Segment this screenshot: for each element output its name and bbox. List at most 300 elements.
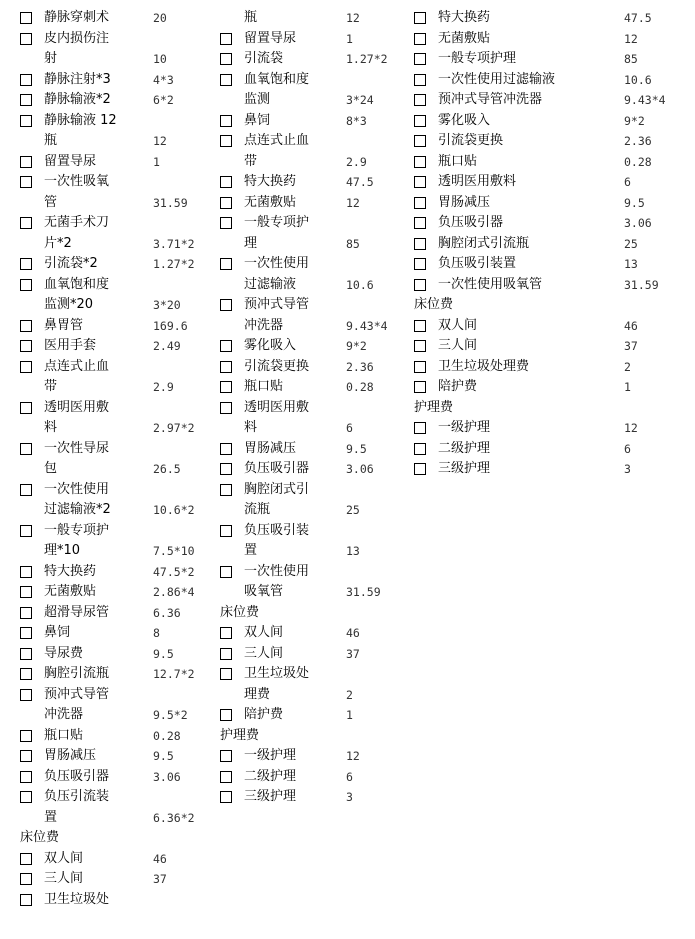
checkbox-icon[interactable]	[20, 484, 32, 496]
fee-item-name-line: 料	[244, 420, 258, 435]
fee-item-name-line: 引流袋*2	[44, 256, 98, 271]
checkbox-icon[interactable]	[414, 238, 426, 250]
checkbox-icon[interactable]	[414, 33, 426, 45]
fee-item-name	[244, 521, 324, 562]
fee-item-value: 26.5	[153, 462, 181, 476]
fee-item-row	[414, 418, 684, 439]
checkbox-icon[interactable]	[20, 156, 32, 168]
checkbox-icon[interactable]	[20, 750, 32, 762]
fee-item-name-line: 流瓶	[244, 502, 271, 517]
fee-item-name-line: 瓶口贴	[438, 153, 478, 169]
fee-item-name-line: 过滤输液*2	[44, 502, 111, 517]
fee-item-name	[44, 357, 152, 398]
fee-item-name-line: 超滑导尿管	[44, 604, 110, 620]
fee-item-value: 47.5	[624, 11, 652, 25]
fee-item-name	[438, 275, 618, 296]
fee-item-value: 2	[346, 687, 353, 702]
fee-item-name-line: 置	[44, 809, 58, 825]
fee-item-name-line: 留置导尿	[44, 153, 97, 169]
fee-item-row	[414, 439, 684, 460]
fee-item-name-line: 带	[244, 153, 258, 169]
section-heading: 护理费	[220, 727, 260, 743]
fee-item-name-line: 医用手套	[44, 338, 97, 353]
checkbox-icon[interactable]	[20, 586, 32, 598]
fee-item-name	[244, 377, 324, 398]
checkbox-icon[interactable]	[414, 463, 426, 475]
fee-item-value: 2.9	[153, 380, 174, 394]
fee-item-name-line: 一级护理	[244, 748, 297, 763]
fee-item-name-line: 料	[44, 420, 58, 435]
checkbox-icon[interactable]	[20, 730, 32, 742]
checkbox-icon[interactable]	[414, 176, 426, 188]
fee-item-row	[220, 562, 415, 603]
fee-item-name-line: 透明医用敷	[44, 399, 110, 415]
fee-item-row	[414, 254, 684, 275]
fee-item-name	[244, 439, 324, 460]
checkbox-icon[interactable]	[220, 33, 232, 45]
fee-item-name	[438, 131, 618, 152]
fee-item-name-line: 理	[244, 235, 258, 251]
fee-item-row	[20, 172, 220, 213]
fee-item-row	[414, 336, 684, 357]
fee-item-name	[244, 746, 324, 767]
fee-item-row	[20, 480, 220, 521]
checkbox-icon[interactable]	[414, 217, 426, 229]
fee-item-row	[414, 111, 684, 132]
fee-item-value: 6	[346, 769, 353, 784]
fee-item-value: 3.71*2	[153, 236, 195, 251]
fee-item-value: 9*2	[346, 339, 367, 353]
fee-item-name	[44, 90, 152, 111]
checkbox-icon[interactable]	[220, 115, 232, 127]
fee-item-row	[220, 746, 415, 767]
fee-item-value: 3.06	[346, 462, 374, 476]
fee-item-name-line: 静脉输液*2	[44, 92, 111, 107]
fee-item-row	[220, 398, 415, 439]
fee-item-value: 1	[153, 154, 160, 169]
checkbox-icon[interactable]	[220, 709, 232, 721]
fee-item-name-line: 导尿费	[44, 645, 84, 661]
checkbox-icon[interactable]	[414, 443, 426, 455]
fee-item-row	[20, 316, 220, 337]
checkbox-icon[interactable]	[220, 668, 232, 680]
fee-item-name-line: 双人间	[438, 317, 478, 333]
fee-item-value: 2.9	[346, 154, 367, 169]
fee-item-name-line: 血氧饱和度	[44, 276, 110, 292]
checkbox-icon[interactable]	[20, 94, 32, 106]
checkbox-icon[interactable]	[20, 217, 32, 229]
checkbox-icon[interactable]	[20, 115, 32, 127]
checkbox-icon[interactable]	[220, 299, 232, 311]
fee-item-row	[20, 603, 220, 624]
fee-item-row	[220, 623, 415, 644]
fee-item-row	[220, 336, 415, 357]
fee-item-row	[20, 275, 220, 316]
fee-item-value: 2	[624, 359, 631, 374]
fee-item-name-line: 监测*20	[44, 297, 94, 312]
fee-item-row	[414, 377, 684, 398]
fee-item-row	[414, 90, 684, 111]
fee-item-name-line: 负压吸引器	[44, 768, 110, 784]
fee-item-row	[414, 459, 684, 480]
checkbox-icon[interactable]	[20, 668, 32, 680]
fee-item-row	[20, 746, 220, 767]
fee-item-value: 9.43*4	[346, 318, 388, 333]
checkbox-icon[interactable]	[20, 33, 32, 45]
fee-item-row	[414, 172, 684, 193]
fee-item-name	[44, 787, 152, 828]
fee-item-name-line: 三级护理	[438, 461, 491, 476]
checkbox-icon[interactable]	[20, 894, 32, 906]
fee-item-row	[20, 582, 220, 603]
fee-item-name	[44, 439, 152, 480]
fee-item-name-line: 过滤输液	[244, 276, 297, 292]
checkbox-icon[interactable]	[220, 217, 232, 229]
checkbox-icon[interactable]	[414, 74, 426, 86]
checkbox-icon[interactable]	[20, 176, 32, 188]
fee-item-value: 25	[624, 236, 638, 251]
checkbox-icon[interactable]	[414, 381, 426, 393]
fee-item-row	[20, 439, 220, 480]
fee-item-row	[220, 172, 415, 193]
fee-item-name	[244, 295, 324, 336]
checkbox-icon[interactable]	[220, 361, 232, 373]
fee-item-name-line: 留置导尿	[244, 30, 297, 46]
fee-item-name-line: 鼻饲	[244, 112, 271, 128]
fee-item-row	[220, 377, 415, 398]
fee-item-name	[44, 152, 152, 173]
checkbox-icon[interactable]	[414, 258, 426, 270]
checkbox-icon[interactable]	[414, 361, 426, 373]
fee-item-value: 12	[153, 134, 167, 148]
checkbox-icon[interactable]	[220, 771, 232, 783]
fee-item-name-line: 卫生垃圾处	[44, 891, 110, 907]
fee-item-name	[44, 603, 152, 624]
fee-item-name-line: 预冲式导管冲洗器	[438, 92, 543, 107]
fee-item-value: 31.59	[624, 277, 659, 292]
fee-item-value: 0.28	[346, 380, 374, 394]
fee-item-value: 6	[624, 441, 631, 456]
fee-item-name-line: 胸腔闭式引	[244, 481, 310, 497]
fee-item-name	[44, 316, 152, 337]
fee-item-row	[414, 213, 684, 234]
fee-item-name-line: 带	[44, 379, 58, 394]
fee-item-name-line: 理*10	[44, 543, 81, 558]
fee-item-row	[20, 787, 220, 828]
fee-item-name	[44, 582, 152, 603]
fee-item-row	[20, 869, 220, 890]
fee-item-name-line: 一次性使用	[244, 563, 310, 579]
fee-item-value: 31.59	[153, 195, 188, 210]
checkbox-icon[interactable]	[220, 340, 232, 352]
fee-item-name	[438, 357, 618, 378]
fee-item-row	[220, 787, 415, 808]
fee-item-row	[220, 254, 415, 295]
fee-item-name-line: 片*2	[44, 235, 72, 251]
fee-item-row	[20, 685, 220, 726]
checkbox-icon[interactable]	[20, 74, 32, 86]
fee-item-row	[220, 193, 415, 214]
checkbox-icon[interactable]	[20, 258, 32, 270]
checkbox-icon[interactable]	[20, 279, 32, 291]
fee-item-name	[244, 254, 324, 295]
fee-item-name	[438, 336, 618, 357]
fee-item-row	[220, 459, 415, 480]
fee-item-name-line: 管	[44, 194, 58, 210]
fee-item-name	[244, 398, 324, 439]
fee-item-name-line: 雾化吸入	[438, 112, 491, 128]
fee-item-name-line: 瓶口贴	[44, 727, 84, 743]
fee-item-name	[438, 316, 618, 337]
checkbox-icon[interactable]	[220, 627, 232, 639]
checkbox-icon[interactable]	[220, 791, 232, 803]
fee-item-name	[438, 29, 618, 50]
checkbox-icon[interactable]	[220, 135, 232, 147]
fee-item-row	[414, 357, 684, 378]
fee-item-name	[44, 746, 152, 767]
fee-item-name	[244, 172, 324, 193]
checkbox-icon[interactable]	[414, 12, 426, 24]
checkbox-icon[interactable]	[20, 853, 32, 865]
fee-item-name-line: 预冲式导管	[44, 686, 110, 702]
fee-item-name-line: 一次性使用	[244, 256, 310, 271]
fee-item-name	[44, 849, 152, 870]
fee-item-name	[244, 49, 324, 70]
fee-item-name	[44, 521, 152, 562]
checkbox-icon[interactable]	[414, 53, 426, 65]
checkbox-icon[interactable]	[414, 94, 426, 106]
fee-item-name-line: 负压吸引器	[438, 215, 504, 230]
fee-item-value: 6*2	[153, 93, 174, 107]
fee-item-name	[44, 29, 152, 70]
fee-item-name	[44, 767, 152, 788]
fee-item-value: 9.5	[153, 749, 174, 763]
fee-item-row	[220, 357, 415, 378]
fee-item-name	[44, 70, 152, 91]
fee-item-row	[414, 29, 684, 50]
fee-item-value: 12	[346, 749, 360, 763]
fee-item-value: 4*3	[153, 72, 174, 87]
fee-item-name	[438, 90, 618, 111]
fee-item-name	[44, 726, 152, 747]
checkbox-icon[interactable]	[220, 53, 232, 65]
fee-item-value: 47.5	[346, 175, 374, 189]
fee-item-name-line: 皮内损伤注	[44, 30, 110, 46]
fee-item-value: 12.7*2	[153, 667, 195, 681]
fee-item-value: 31.59	[346, 585, 381, 599]
fee-item-name	[244, 193, 324, 214]
fee-item-name-line: 胸腔闭式引流瓶	[438, 235, 530, 251]
fee-item-value: 1.27*2	[153, 257, 195, 271]
fee-item-name	[44, 111, 152, 152]
fee-item-name	[44, 685, 152, 726]
fee-item-name	[44, 336, 152, 357]
checkbox-icon[interactable]	[414, 197, 426, 209]
fee-item-name-line: 陪护费	[244, 707, 284, 722]
checkbox-icon[interactable]	[414, 340, 426, 352]
fee-item-value: 2.49	[153, 339, 181, 353]
fee-item-name-line: 特大换药	[44, 563, 97, 579]
fee-item-value: 12	[624, 421, 638, 435]
checkbox-icon[interactable]	[20, 771, 32, 783]
fee-item-name	[438, 111, 618, 132]
fee-item-name	[44, 213, 152, 254]
checkbox-icon[interactable]	[20, 443, 32, 455]
fee-item-value: 46	[624, 318, 638, 333]
checkbox-icon[interactable]	[20, 689, 32, 701]
checkbox-icon[interactable]	[220, 176, 232, 188]
fee-item-value: 9*2	[624, 113, 645, 128]
fee-item-name	[44, 869, 152, 890]
section-heading: 床位费	[220, 604, 260, 620]
fee-item-name-line: 鼻胃管	[44, 317, 84, 333]
fee-item-name-line: 冲洗器	[44, 707, 84, 722]
checkbox-icon[interactable]	[20, 361, 32, 373]
fee-item-value: 9.5*2	[153, 708, 188, 722]
fee-item-value: 6.36	[153, 605, 181, 620]
fee-item-name-line: 负压引流装	[44, 789, 110, 804]
fee-item-name-line: 负压吸引器	[244, 461, 310, 476]
fee-item-name-line: 吸氧管	[244, 584, 284, 599]
checkbox-icon[interactable]	[20, 607, 32, 619]
fee-item-name-line: 陪护费	[438, 379, 478, 394]
fee-item-name-line: 一次性导尿	[44, 440, 110, 456]
fee-item-value: 7.5*10	[153, 544, 195, 558]
fee-item-name	[244, 459, 324, 480]
checkbox-icon[interactable]	[220, 381, 232, 393]
checkbox-icon[interactable]	[20, 873, 32, 885]
fee-item-value: 9.5	[153, 646, 174, 661]
checkbox-icon[interactable]	[220, 443, 232, 455]
checkbox-icon[interactable]	[220, 750, 232, 762]
fee-item-name-line: 一次性吸氧	[44, 174, 110, 189]
checkbox-icon[interactable]	[220, 484, 232, 496]
fee-item-name	[44, 664, 152, 685]
fee-item-value: 1	[624, 380, 631, 394]
checkbox-icon[interactable]	[414, 115, 426, 127]
fee-item-row	[220, 131, 415, 172]
fee-item-name-line: 一次性使用	[44, 481, 110, 497]
fee-item-row	[220, 295, 415, 336]
fee-item-name-line: 负压吸引装置	[438, 256, 517, 271]
checkbox-icon[interactable]	[20, 525, 32, 537]
fee-item-value: 10	[153, 52, 167, 66]
fee-item-value: 20	[153, 11, 167, 25]
checkbox-icon[interactable]	[20, 566, 32, 578]
checkbox-icon[interactable]	[20, 320, 32, 332]
fee-item-name	[44, 480, 152, 521]
fee-item-row	[220, 439, 415, 460]
fee-item-name-line: 瓶	[244, 10, 258, 25]
checkbox-icon[interactable]	[220, 402, 232, 414]
checkbox-icon[interactable]	[220, 197, 232, 209]
fee-item-value: 9.5	[624, 195, 645, 210]
fee-item-value: 1.27*2	[346, 52, 388, 66]
fee-item-name-line: 透明医用敷料	[438, 174, 517, 189]
checkbox-icon[interactable]	[20, 627, 32, 639]
fee-item-name	[438, 418, 618, 439]
fee-item-row	[20, 726, 220, 747]
fee-item-row	[414, 49, 684, 70]
fee-item-name	[244, 213, 324, 254]
fee-item-row	[20, 111, 220, 152]
fee-item-name-line: 静脉穿刺术	[44, 10, 110, 25]
fee-item-row	[20, 213, 220, 254]
fee-item-row	[20, 254, 220, 275]
fee-item-value: 12	[346, 195, 360, 210]
fee-item-name	[244, 480, 324, 521]
checkbox-icon[interactable]	[220, 258, 232, 270]
section-heading: 床位费	[20, 830, 60, 845]
fee-item-name-line: 射	[44, 51, 58, 66]
checkbox-icon[interactable]	[20, 791, 32, 803]
fee-item-name	[244, 787, 324, 808]
section-heading: 床位费	[414, 297, 454, 312]
fee-item-row	[414, 8, 684, 29]
fee-item-name	[244, 70, 324, 111]
fee-item-value: 13	[624, 257, 638, 271]
checkbox-icon[interactable]	[220, 648, 232, 660]
fee-item-value: 3*24	[346, 93, 374, 107]
checkbox-icon[interactable]	[20, 340, 32, 352]
fee-item-name	[244, 111, 324, 132]
checkbox-icon[interactable]	[20, 648, 32, 660]
checkbox-icon[interactable]	[220, 566, 232, 578]
fee-item-name	[438, 172, 618, 193]
fee-item-name-line: 引流袋更换	[244, 358, 310, 374]
fee-item-row	[220, 29, 415, 50]
checkbox-icon[interactable]	[414, 156, 426, 168]
fee-item-name-line: 特大换药	[244, 174, 297, 189]
column-2	[220, 8, 415, 808]
checkbox-icon[interactable]	[220, 463, 232, 475]
fee-item-name-line: 一般专项护	[44, 522, 110, 538]
fee-item-value: 9.5	[346, 441, 367, 456]
checkbox-icon[interactable]	[414, 135, 426, 147]
checkbox-icon[interactable]	[414, 422, 426, 434]
fee-item-value: 3*20	[153, 298, 181, 312]
fee-item-name	[438, 234, 618, 255]
fee-item-value: 169.6	[153, 318, 188, 333]
fee-item-value: 3.06	[624, 216, 652, 230]
fee-item-value: 2.36	[624, 134, 652, 148]
checkbox-icon[interactable]	[220, 525, 232, 537]
fee-item-value: 0.28	[624, 154, 652, 169]
fee-item-value: 3	[624, 462, 631, 476]
fee-item-name	[44, 398, 152, 439]
fee-item-name-line: 静脉输液 12	[44, 112, 117, 128]
fee-item-name	[244, 131, 324, 172]
checkbox-icon[interactable]	[220, 74, 232, 86]
fee-item-name-line: 卫生垃圾处理费	[438, 358, 530, 374]
fee-item-value: 6	[346, 421, 353, 435]
fee-item-name-line: 鼻饲	[44, 625, 71, 640]
fee-item-value: 1	[346, 31, 353, 46]
fee-item-name	[44, 254, 152, 275]
fee-item-value: 2.36	[346, 359, 374, 374]
fee-item-row	[20, 8, 220, 29]
checkbox-icon[interactable]	[414, 279, 426, 291]
fee-item-name	[44, 562, 152, 583]
column-3	[414, 8, 684, 480]
fee-item-name	[44, 172, 152, 213]
checkbox-icon[interactable]	[414, 320, 426, 332]
fee-item-name	[438, 459, 618, 480]
checkbox-icon[interactable]	[20, 12, 32, 24]
fee-item-value: 8*3	[346, 113, 367, 128]
checkbox-icon[interactable]	[20, 402, 32, 414]
fee-item-name	[438, 439, 618, 460]
